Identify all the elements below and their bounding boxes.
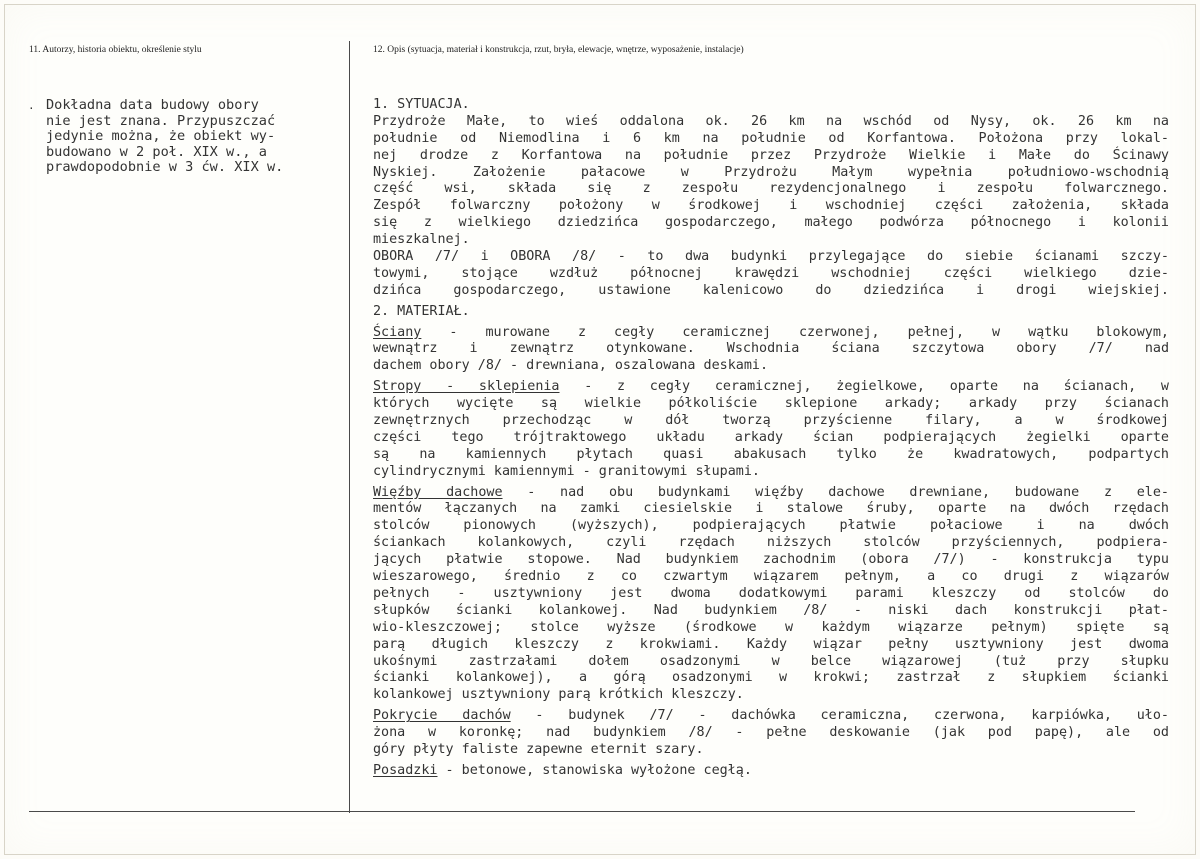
column-divider [349,41,350,813]
history-line: prawdopodobnie w 3 ćw. XIX w. [46,159,284,176]
wiezby-line: ściankach kolankowych, czyli rzędach niższych stolców przyściennych, podpiera- [373,535,1169,551]
pokrycie-line: żona w koronkę; nad budynkiem /8/ - pełne deskowanie (jak pod papę), ale od [373,725,1169,741]
wiezby-line: jących płatwie stopowe. Nad budynkiem zachodnim (obora /7/) - konstrukcja typu [373,552,1169,568]
pokrycie-label: Pokrycie dachów [373,708,511,724]
stropy-text: - z cegły ceramicznej, żegielkowe, oparte na ścianach, w [559,379,1169,395]
sytuacja-line: Nyskiej. Założenie pałacowe w Przydrożu Małym wypełnia południowo-wschodnią [373,164,1169,180]
sytuacja-line: część wsi, składa się z zespołu rezydencjonalnego i zespołu folwarcznego. [373,181,1169,197]
sytuacja-line: nej drodze z Korfantowa na południe przez Przydroże Wielkie i Małe do Ścinawy [373,147,1169,163]
stropy-line: są na kamiennych płytach quasi abakusach tylko że kwadratowych, podpartych [373,446,1169,462]
stropy-line: których wycięte są wielkie półkoliście sklepione arkady; arkady przy ścianach [373,396,1169,412]
sytuacja-line: OBORA /7/ i OBORA /8/ - to dwa budynki przylegające do siebie ścianami szczy- [373,249,1169,265]
history-line: Dokładna data budowy obory [46,97,259,113]
form-sheet [4,4,1196,855]
bullet-mark: . [28,99,35,112]
stropy-line: zewnętrznych przechodząc w dół tworzą przyścienne filary, a w środkowej [373,413,1169,429]
wiezby-line: stolców pionowych (wyższych), podpierających płatwie połaciowe i na dwóch [373,518,1169,534]
wiezby-line: słupków ścianki kolankowej. Nad budynkiem /8/ - niski dach konstrukcji płat- [373,602,1169,618]
sytuacja-line: dzińca gospodarczego, ustawione kalenicowo do dziedzińca i drogi wiejskiej. [373,282,1169,298]
pokrycie-paragraph-first [373,708,1169,725]
wiezby-line: parą długich kleszczy z krokwiami. Każdy wiązar pełny usztywniony jest dwoma [373,636,1169,652]
pokrycie-text: - budynek /7/ - dachówka ceramiczna, czerwona, karpiówka, uło- [510,708,1169,724]
wiezby-line: kolankowej usztywniony parą krótkich kleszczy. [373,687,744,703]
wiezby-paragraph-first [373,485,1169,502]
posadzki-paragraph [373,763,1169,780]
wiezby-line: ścianki kolankowej), a górą osadzonymi w krokwi; zastrzał z słupkiem ścianki [373,670,1169,686]
stropy-label: Stropy - sklepienia [373,379,560,395]
sytuacja-line: południe od Niemodlina i 6 km na południe od Korfantowa. Położona przy lokal- [373,130,1169,146]
bottom-rule [29,811,1135,812]
history-text [29,98,343,176]
sytuacja-line: się z wielkiego dziedzińca gospodarczego, małego podwórza północnego i kolonii [373,215,1169,231]
wiezby-line: ukośnymi zastrzałami dołem osadzonymi w belce wiązarowej (tuż przy słupku [373,653,1169,669]
wiezby-line: pełnych - usztywniony jest dwoma dodatkowymi parami kleszczy od stolców do [373,585,1169,601]
material-heading: 2. MATERIAŁ. [373,303,470,319]
sytuacja-heading: 1. SYTUACJA. [373,97,470,112]
posadzki-text: - betonowe, stanowiska wyłożone cegłą. [437,762,752,778]
sytuacja-line: towymi, stojące wzdłuż północnej krawędzi wschodniej części wielkiego dzie- [373,265,1169,281]
stropy-line: cylindrycznymi kamiennymi - granitowymi słupami. [373,463,760,479]
wiezby-line: wio-kleszczowej; stolce wyższe (środkowe w każdym wiązarze pełnym) spięte są [373,619,1169,635]
pokrycie-line: góry płyty faliste zapewne eternit szary. [373,741,704,757]
wiezby-line: mentów łączanych na zamki ciesielskie i stalowe śruby, oparte na dwóch rzędach [373,501,1169,517]
sytuacja-line: Zespół folwarczny położony w środkowej i wschodniej części założenia, składa [373,198,1169,214]
wiezby-text: - nad obu budynkami więźby dachowe drewniane, budowane z ele- [502,484,1169,500]
sciany-paragraph-first [373,325,1169,342]
sytuacja-line: Przydroże Małe, to wieś oddalona ok. 26 km na wschód od Nysy, ok. 26 km na [373,113,1169,129]
posadzki-label: Posadzki [373,762,438,778]
history-line: budowano w 2 poł. XIX w., a [46,143,267,160]
sytuacja-line: mieszkalnej. [373,232,470,248]
sciany-line: wewnątrz i zewnątrz otynkowane. Wschodnia ściana szczytowa obory /7/ nad [373,341,1169,357]
sciany-label: Ściany [373,324,422,340]
description-text [373,97,1169,780]
wiezby-label: Więźby dachowe [373,484,503,500]
history-line: nie jest znana. Przypuszczać [46,112,276,129]
stropy-line: części tego trójtraktowego układu arkady ścian podpierających żegielki oparte [373,429,1169,445]
section-11-header: 11. Autorzy, historia obiektu, określenie stylu [29,45,202,55]
wiezby-line: wieszarowego, średnio z co czwartym wiązarem pełnym, a co drugi z wiązarów [373,569,1169,585]
history-line: jedynie można, że obiekt wy- [46,128,276,145]
sciany-line: dachem obory /8/ - drewniana, oszalowana deskami. [373,358,769,374]
stropy-paragraph-first [373,379,1169,396]
section-12-header: 12. Opis (sytuacja, materiał i konstrukcja, rzut, bryła, elewacje, wnętrze, wyposażenie, instalacje) [373,45,744,55]
sciany-text: - murowane z cegły ceramicznej czerwonej, pełnej, w wątku blokowym, [421,324,1169,340]
